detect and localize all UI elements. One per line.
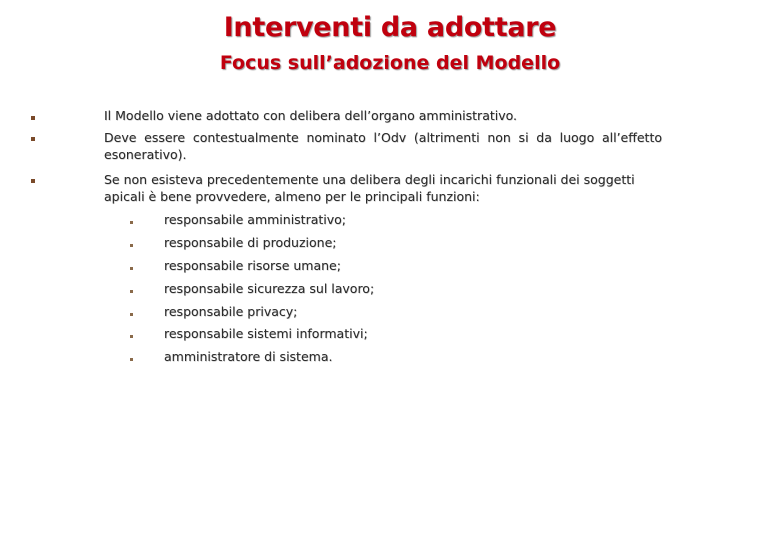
sub-bullet-text: responsabile amministrativo; [164, 212, 347, 227]
sub-bullet-text: responsabile di produzione; [164, 235, 337, 250]
sub-bullet-icon [130, 244, 133, 247]
bullet-text: Se non esisteva precedentemente una delibera degli incarichi funzionali dei soggetti apicali è bene provvedere, almeno per le principali funzioni: [104, 172, 635, 204]
sub-bullet-icon [130, 313, 133, 316]
sub-bullet-text: responsabile sistemi informativi; [164, 326, 368, 341]
sub-bullet-text: responsabile risorse umane; [164, 258, 341, 273]
sub-bullet-icon [130, 335, 133, 338]
bullet-icon [31, 137, 35, 141]
bullet-icon [31, 179, 35, 183]
sub-bullet-icon [130, 267, 133, 270]
sub-bullet-text: amministratore di sistema. [164, 349, 333, 364]
sub-bullet-text: responsabile privacy; [164, 304, 298, 319]
sub-bullet-icon [130, 358, 133, 361]
sub-bullet-icon [130, 221, 133, 224]
sub-bullet-text: responsabile sicurezza sul lavoro; [164, 281, 375, 296]
slide-subtitle: Focus sull’adozione del Modello [219, 52, 561, 74]
bullet-text: Il Modello viene adottato con delibera dell’organo amministrativo. [104, 108, 518, 123]
sub-bullet-icon [130, 290, 133, 293]
bullet-text: Deve essere contestualmente nominato l’Odv (altrimenti non si da luogo all’effetto esonerativo). [104, 130, 662, 162]
slide-title: Interventi da adottare [223, 12, 557, 43]
bullet-icon [31, 116, 35, 120]
